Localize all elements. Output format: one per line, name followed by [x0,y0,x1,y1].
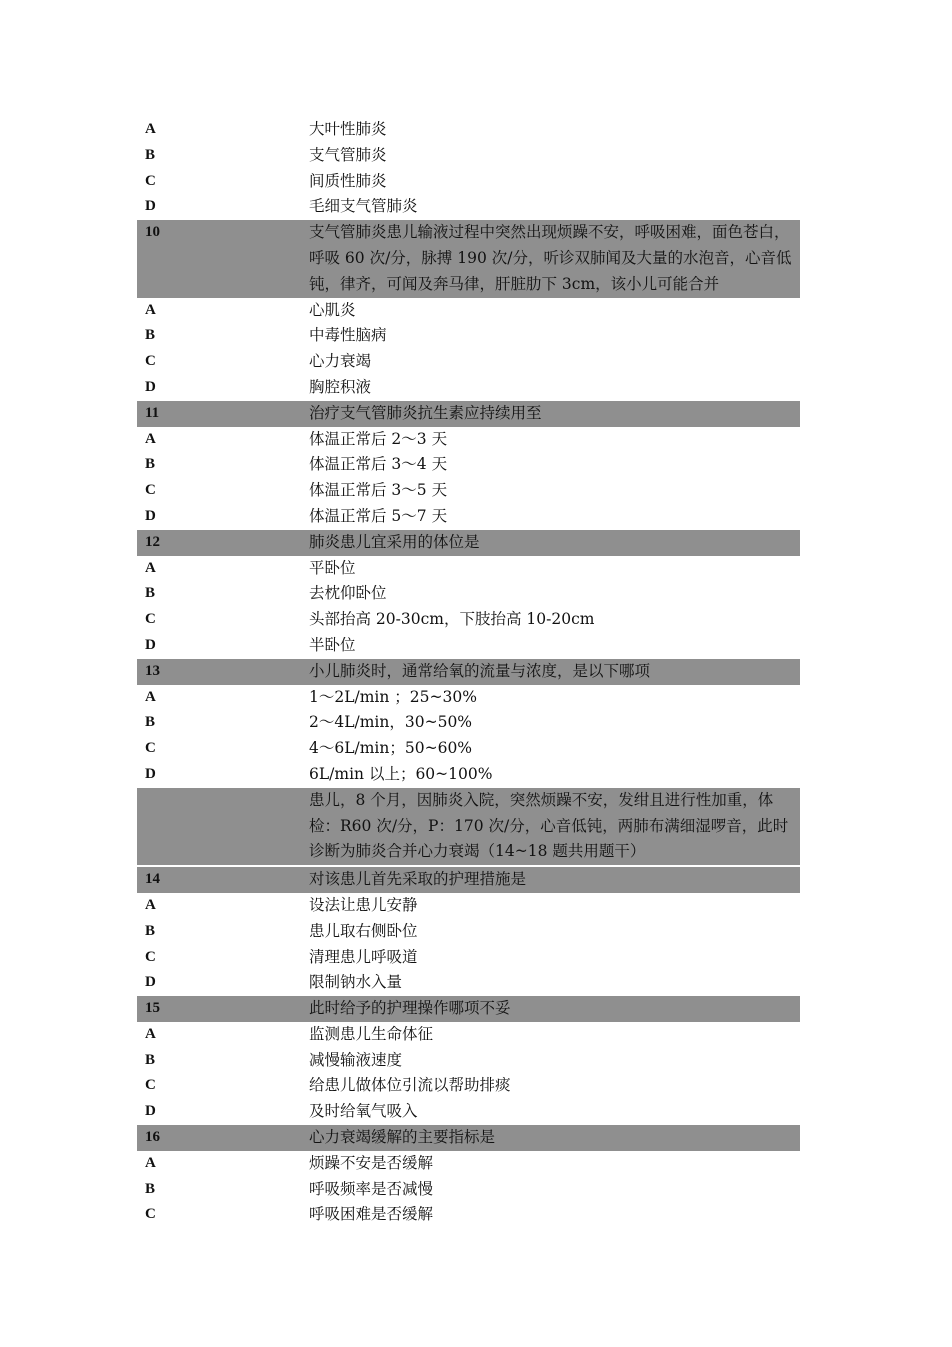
option-text: 患儿取右侧卧位 [309,921,418,940]
option-text: 烦躁不安是否缓解 [309,1153,434,1172]
question-number: 15 [145,1000,160,1017]
option-letter: C [145,353,156,370]
option-text: 胸腔积液 [309,377,372,396]
option-letter: A [145,121,156,137]
option-text: 体温正常后 3～4 天 [309,455,448,474]
option-letter: B [145,714,156,731]
option-letter: D [145,507,156,524]
option-row [137,1048,800,1074]
option-row [137,117,800,143]
question-number: 10 [145,224,160,241]
question-number: 13 [145,662,160,679]
option-letter: B [145,1180,156,1197]
option-row [137,556,800,582]
question-row [137,530,800,556]
option-row [137,169,800,195]
option-row [137,685,800,711]
option-text: 中毒性脑病 [309,326,387,345]
option-row [137,375,800,401]
option-row [137,1177,800,1203]
option-letter: C [145,740,156,757]
question-text: 支气管肺炎患儿输液过程中突然出现烦躁不安，呼吸困难，面色苍白，呼吸 60 次/分，脉搏 190 次/分，听诊双肺闻及大量的水泡音，心音低钝，律齐，可闻及奔马律，肝脏肋下 3cm，该小儿可能合并 [309,223,792,293]
question-row [137,996,800,1022]
option-letter: C [145,1206,156,1223]
question-text: 对该患儿首先采取的护理措施是 [309,870,527,889]
question-row [137,788,800,865]
option-text: 1～2L/min ；25~30% [309,687,477,706]
option-row [137,1151,800,1177]
option-text: 心力衰竭 [309,352,372,371]
option-row [137,970,800,996]
option-letter: D [145,636,156,653]
option-row [137,633,800,659]
option-row [137,143,800,169]
option-letter: A [145,559,156,576]
option-text: 呼吸困难是否缓解 [309,1205,434,1224]
option-text: 体温正常后 2～3 天 [309,429,448,448]
option-text: 毛细支气管肺炎 [309,197,418,216]
option-letter: A [145,301,156,318]
option-letter: A [145,1154,156,1171]
option-text: 平卧位 [309,558,356,577]
option-letter: C [145,172,156,189]
option-row [137,1073,800,1099]
option-row [137,1022,800,1048]
option-text: 设法让患儿安静 [309,895,418,914]
question-text: 小儿肺炎时，通常给氧的流量与浓度，是以下哪项 [309,661,651,680]
option-row [137,504,800,530]
option-row [137,607,800,633]
option-row [137,581,800,607]
question-text: 患儿，8 个月，因肺炎入院，突然烦躁不安，发绀且进行性加重，体检：R60 次/分，P：170 次/分，心音低钝，两肺布满细湿啰音，此时诊断为肺炎合并心力衰竭（14~18 题共用题干） [309,790,789,861]
option-text: 心肌炎 [309,300,356,319]
option-letter: C [145,611,156,628]
question-text: 心力衰竭缓解的主要指标是 [309,1128,496,1147]
option-row [137,919,800,945]
option-letter: C [145,482,156,499]
option-text: 6L/min 以上；60~100% [309,764,493,783]
option-text: 大叶性肺炎 [309,120,387,138]
option-text: 4～6L/min；50~60% [309,739,473,758]
question-row [137,1125,800,1151]
option-row [137,893,800,919]
option-letter: D [145,765,156,782]
option-row [137,762,800,788]
question-number: 11 [145,404,160,421]
option-row [137,1202,800,1228]
option-row [137,945,800,971]
option-row [137,1099,800,1125]
option-letter: D [145,1103,156,1120]
option-text: 及时给氧气吸入 [309,1102,418,1121]
option-text: 限制钠水入量 [309,973,403,992]
option-row [137,349,800,375]
question-number: 12 [145,533,160,550]
question-text: 肺炎患儿宜采用的体位是 [309,532,480,551]
question-text: 此时给予的护理操作哪项不妥 [309,999,511,1018]
option-letter: A [145,1025,156,1042]
question-row [137,220,800,297]
option-text: 清理患儿呼吸道 [309,947,418,966]
option-letter: C [145,1077,156,1094]
option-letter: C [145,948,156,965]
option-text: 间质性肺炎 [309,171,387,190]
option-letter: D [145,378,156,395]
option-text: 支气管肺炎 [309,145,387,164]
option-text: 半卧位 [309,635,356,654]
option-text: 体温正常后 5～7 天 [309,506,448,525]
option-row [137,298,800,324]
question-text: 治疗支气管肺炎抗生素应持续用至 [309,403,542,422]
option-letter: B [145,1051,156,1068]
option-letter: B [145,327,156,344]
option-text: 体温正常后 3～5 天 [309,481,448,500]
option-letter: D [145,974,156,991]
option-letter: D [145,198,156,215]
question-number: 16 [145,1129,160,1146]
option-row [137,323,800,349]
option-letter: B [145,456,156,473]
option-row [137,427,800,453]
option-row [137,710,800,736]
option-text: 减慢输液速度 [309,1050,403,1069]
option-text: 去枕仰卧位 [309,584,387,603]
option-row [137,736,800,762]
option-text: 呼吸频率是否减慢 [309,1179,434,1198]
option-text: 监测患儿生命体征 [309,1024,434,1043]
option-letter: A [145,896,156,913]
question-number: 14 [145,871,160,888]
question-row [137,659,800,685]
question-row [137,401,800,427]
option-letter: B [145,146,156,163]
option-letter: A [145,430,156,447]
question-table [137,117,800,1228]
option-row [137,478,800,504]
option-text: 头部抬高 20-30cm，下肢抬高 10-20cm [309,610,595,629]
option-letter: B [145,585,156,602]
option-text: 给患儿做体位引流以帮助排痰 [309,1076,511,1095]
question-row [137,867,800,893]
option-text: 2～4L/min，30~50% [309,713,473,732]
option-letter: B [145,922,156,939]
option-letter: A [145,688,156,705]
option-row [137,194,800,220]
option-row [137,452,800,478]
